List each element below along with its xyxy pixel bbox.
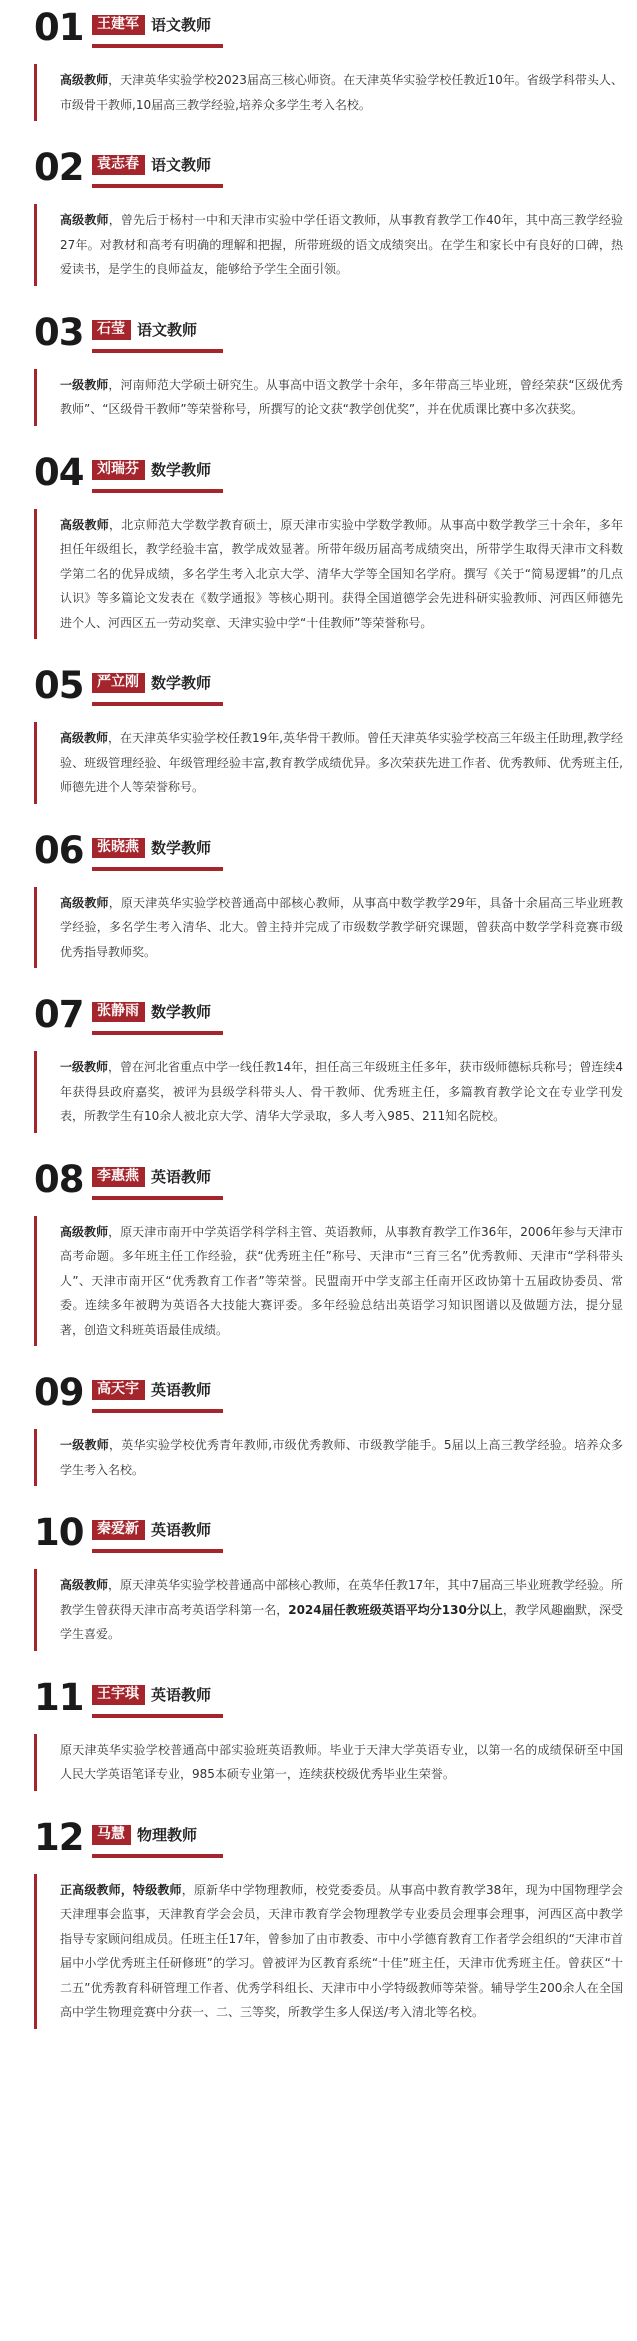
teacher-header xyxy=(34,1371,623,1413)
teacher-number: 08 xyxy=(34,1157,84,1201)
teacher-title: 高级教师 xyxy=(60,213,109,227)
teacher-subject: 语文教师 xyxy=(137,320,198,339)
accent-underline xyxy=(92,1854,223,1858)
teacher-bio-text: 原天津英华实验学校普通高中部实验班英语教师。毕业于天津大学英语专业，以第一名的成绩保研至中国人民大学英语笔译专业，985本硕专业第一，连续获校级优秀毕业生荣誉。 xyxy=(60,1742,623,1781)
teacher-entry xyxy=(34,1371,623,1486)
accent-underline xyxy=(92,349,223,353)
teacher-bio-text: ，北京师范大学数学教育硕士，原天津市实验中学数学教师。从事高中数学教学三十余年，多年担任年级组长，教学经验丰富，教学成效显著。所带年级历届高考成绩突出，所带学生取得天津市文科数学第二名的优异成绩，多名学生考入北京大学、清华大学等全国知名学府。撰写《关于“简易逻辑”的几点认识》等多篇论文发表在《数学通报》等核心期刊。获得全国道德学会先进科研实验教师、河西区师德先进个人、河西区五一劳动奖章、天津实验中学“十佳教师”等荣誉称号。 xyxy=(60,517,623,630)
teacher-name-badge: 严立刚 xyxy=(92,673,145,693)
teacher-bio xyxy=(34,509,623,640)
accent-underline xyxy=(92,1196,223,1200)
teacher-title: 高级教师 xyxy=(60,517,109,532)
teacher-number: 01 xyxy=(34,6,84,49)
teacher-subject: 数学教师 xyxy=(151,674,212,692)
teacher-bio-text: ，曾在河北省重点中学一线任教14年，担任高三年级班主任多年，获市级师德标兵称号；曾连续4年获得县政府嘉奖，被评为县级学科带头人、骨干教师、优秀班主任，多篇教育教学论文在专业学刊发表，所教学生有10余人被北京大学、清华大学录取，多人考入985、211知名院校。 xyxy=(60,1060,623,1123)
teacher-subject: 语文教师 xyxy=(151,156,212,174)
teacher-header xyxy=(34,1158,623,1200)
teacher-entry xyxy=(34,6,623,121)
teacher-header xyxy=(34,993,623,1035)
teacher-bio xyxy=(34,369,623,426)
accent-underline xyxy=(92,1549,223,1553)
teacher-entry xyxy=(34,1511,623,1651)
teacher-subject: 数学教师 xyxy=(151,1003,212,1021)
teacher-name-badge: 袁志春 xyxy=(92,155,145,175)
teacher-bio-text: ，河南师范大学硕士研究生。从事高中语文教学十余年，多年带高三毕业班，曾经荣获“区级优秀教师”、“区级骨干教师”等荣誉称号，所撰写的论文获“教学创优奖”，并在优质课比赛中多次获奖。 xyxy=(60,377,623,416)
accent-underline xyxy=(92,1714,223,1718)
teacher-header xyxy=(34,664,623,706)
teacher-subject: 物理教师 xyxy=(137,1825,198,1844)
teacher-bio-text: ，英华实验学校优秀青年教师,市级优秀教师、市级教学能手。5届以上高三教学经验。培养众多学生考入名校。 xyxy=(60,1438,623,1477)
teacher-number: 12 xyxy=(34,1815,84,1859)
teacher-header xyxy=(34,1816,623,1858)
teacher-header xyxy=(34,6,623,48)
teacher-bio xyxy=(34,1734,623,1791)
teacher-entry xyxy=(34,664,623,804)
teacher-bio-text: ，原天津英华实验学校普通高中部核心教师，从事高中数学教学29年，具备十余届高三毕业班教学经验，多名学生考入清华、北大。曾主持并完成了市级数学教学研究课题，曾获高中数学学科竞赛市级优秀指导教师奖。 xyxy=(60,895,623,959)
accent-underline xyxy=(92,1409,223,1413)
teacher-bio-text: ，原天津市南开中学英语学科学科主管、英语教师，从事教育教学工作36年，2006年参与天津市高考命题。多年班主任工作经验，获“优秀班主任”称号、天津市“三育三名”优秀教师、天津市“学科带头人”、天津市南开区“优秀教育工作者”等荣誉。民盟南开中学支部主任南开区政协第十五届政协委员、常委。连续多年被聘为英语各大技能大赛评委。多年经验总结出英语学习知识图谱以及做题方法，提分显著，创造文科班英语最佳成绩。 xyxy=(60,1224,623,1337)
teacher-bio xyxy=(34,64,623,121)
accent-underline xyxy=(92,44,223,48)
teacher-number: 06 xyxy=(34,828,84,872)
teacher-number: 02 xyxy=(34,146,84,189)
teacher-subject: 英语教师 xyxy=(151,1381,212,1399)
teacher-name-badge: 王宇琪 xyxy=(92,1685,145,1705)
teacher-subject: 数学教师 xyxy=(151,460,212,479)
teacher-title: 高级教师 xyxy=(60,73,109,87)
teacher-entry xyxy=(34,146,623,286)
teacher-title: 高级教师 xyxy=(60,1578,109,1592)
accent-underline xyxy=(92,867,223,871)
teacher-name-badge: 高天宇 xyxy=(92,1380,145,1400)
teacher-bio-tail: ，教学风趣幽默，深受学生喜爱。 xyxy=(60,1602,623,1641)
accent-underline xyxy=(92,489,223,493)
teacher-entry xyxy=(34,829,623,969)
teacher-number: 05 xyxy=(34,664,84,707)
teacher-header xyxy=(34,451,623,493)
teacher-title: 正高级教师，特级教师 xyxy=(60,1882,182,1897)
teacher-number: 07 xyxy=(34,993,84,1036)
teacher-title: 高级教师 xyxy=(60,731,109,745)
teacher-entry xyxy=(34,993,623,1133)
teacher-header xyxy=(34,1676,623,1718)
teacher-bio-text: ，原天津英华实验学校普通高中部核心教师，在英华任教17年，其中7届高三毕业班教学经验。所教学生曾获得天津市高考英语学科第一名， xyxy=(60,1578,623,1617)
teacher-bio-text: ，原新华中学物理教师，校党委委员。从事高中教育教学38年，现为中国物理学会天津理事会监事，天津教育学会会员，天津市教育学会物理教学专业委员会理事会理事，河西区高中教学指导专家顾问组成员。任班主任17年，曾参加了由市教委、市中小学德育教育工作者学会组织的“天津市首届中小学优秀班主任研修班”的学习。曾被评为区教育系统“十佳”班主任，天津市优秀班主任。曾获区“十二五”优秀教育科研管理工作者、优秀学科组长、天津市中小学特级教师等荣誉。辅导学生200余人在全国高中学生物理竞赛中分获一、二、三等奖，所教学生多人保送/考入清北等名校。 xyxy=(60,1882,623,2019)
teacher-bio xyxy=(34,887,623,969)
teacher-bio xyxy=(34,1429,623,1486)
teacher-name-badge: 刘瑞芬 xyxy=(92,460,145,480)
teacher-title: 一级教师 xyxy=(60,1060,109,1074)
teacher-title: 高级教师 xyxy=(60,1224,109,1239)
teacher-title: 高级教师 xyxy=(60,895,109,910)
teacher-name-badge: 张静雨 xyxy=(92,1002,145,1022)
teacher-number: 03 xyxy=(34,310,84,354)
teacher-name-badge: 秦爱新 xyxy=(92,1520,145,1540)
teacher-title: 一级教师 xyxy=(60,377,109,392)
teacher-header xyxy=(34,146,623,188)
accent-underline xyxy=(92,1031,223,1035)
teacher-bio xyxy=(34,204,623,286)
teacher-name-badge: 王建军 xyxy=(92,15,145,35)
teacher-subject: 数学教师 xyxy=(151,838,212,857)
teacher-bio xyxy=(34,1569,623,1651)
teacher-subject: 英语教师 xyxy=(151,1685,212,1704)
teacher-bio-text: ，天津英华实验学校2023届高三核心师资。在天津英华实验学校任教近10年。省级学科带头人、市级骨干教师,10届高三教学经验,培养众多学生考入名校。 xyxy=(60,73,623,112)
teacher-bio xyxy=(34,1874,623,2029)
teacher-bio-text: ，曾先后于杨村一中和天津市实验中学任语文教师，从事教育教学工作40年，其中高三教学经验27年。对教材和高考有明确的理解和把握，所带班级的语文成绩突出。在学生和家长中有良好的口碑，热爱读书，是学生的良师益友，能够给予学生全面引领。 xyxy=(60,213,623,276)
teacher-name-badge: 李惠燕 xyxy=(92,1167,145,1187)
teacher-header xyxy=(34,1511,623,1553)
teacher-entry xyxy=(34,311,623,426)
accent-underline xyxy=(92,184,223,188)
accent-underline xyxy=(92,702,223,706)
teacher-number: 09 xyxy=(34,1371,84,1414)
teacher-bio-text: ，在天津英华实验学校任教19年,英华骨干教师。曾任天津英华实验学校高三年级主任助理,教学经验、班级管理经验、年级管理经验丰富,教育教学成绩优异。多次荣获先进工作者、优秀教师、优秀班主任,师德先进个人等荣誉称号。 xyxy=(60,731,623,794)
teacher-bio xyxy=(34,1216,623,1347)
teacher-header xyxy=(34,311,623,353)
teacher-bio xyxy=(34,722,623,804)
teacher-entry xyxy=(34,1816,623,2029)
teacher-number: 11 xyxy=(34,1675,84,1719)
teacher-entry xyxy=(34,451,623,640)
teacher-number: 10 xyxy=(34,1511,84,1554)
teacher-subject: 英语教师 xyxy=(151,1521,212,1539)
teacher-title: 一级教师 xyxy=(60,1438,110,1452)
teacher-header xyxy=(34,829,623,871)
teacher-subject: 英语教师 xyxy=(151,1167,212,1186)
teacher-bio-highlight: 2024届任教班级英语平均分130分以上 xyxy=(288,1602,503,1617)
teacher-subject: 语文教师 xyxy=(151,16,212,34)
teacher-entry xyxy=(34,1676,623,1791)
teacher-name-badge: 马慧 xyxy=(92,1825,131,1845)
teacher-bio xyxy=(34,1051,623,1133)
teacher-name-badge: 张晓燕 xyxy=(92,838,145,858)
teacher-name-badge: 石莹 xyxy=(92,320,131,340)
teacher-number: 04 xyxy=(34,450,84,494)
teacher-entry xyxy=(34,1158,623,1347)
